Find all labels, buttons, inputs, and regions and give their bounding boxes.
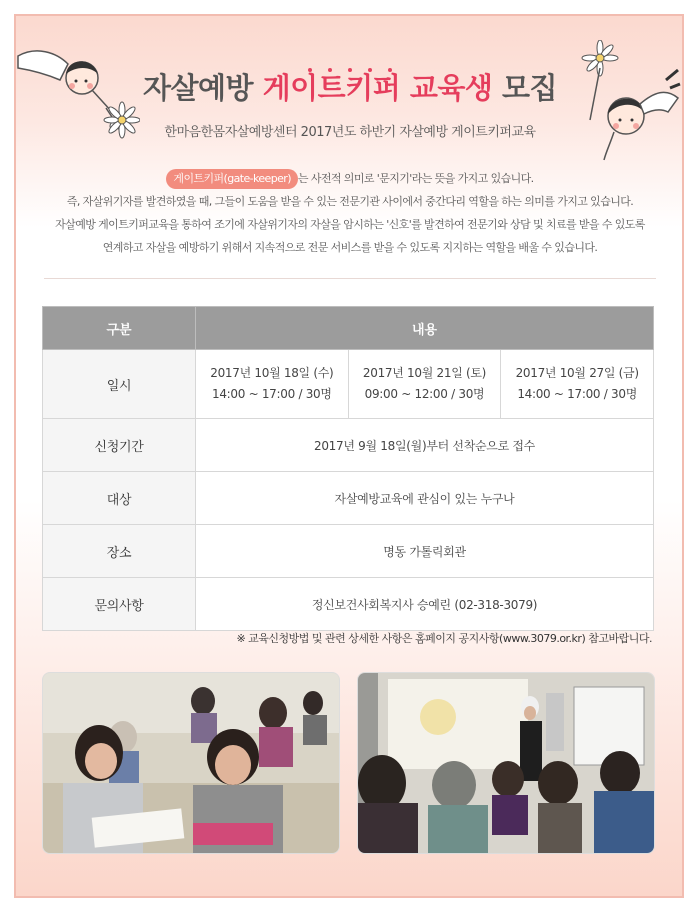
- divider: [44, 278, 656, 279]
- intro-line-3: 자살예방 게이트키퍼교육을 통하여 조기에 자살위기자의 자살을 암시하는 '신호'를 발견하여 전문기와 상담 및 치료를 받을 수 있도록: [55, 218, 645, 231]
- homepage-note: ※ 교육신청방법 및 관련 상세한 사항은 홈페이지 공지사항(www.3079.or.kr) 참고바랍니다.: [236, 632, 652, 645]
- workshop-photo: [42, 672, 340, 854]
- table-row-period: [43, 419, 654, 472]
- table-row-place: [43, 525, 654, 578]
- place-label: 장소: [43, 525, 196, 578]
- table-row-target: [43, 472, 654, 525]
- schedule-slot: 2017년 10월 21일 (토) 09:00 ~ 12:00 / 30명: [348, 350, 501, 419]
- gatekeeper-pill: 게이트키퍼(gate-keeper): [166, 169, 297, 189]
- target-value: 자살예방교육에 관심이 있는 누구나: [196, 472, 654, 525]
- contact-value: 정신보건사회복지사 승예린 (02-318-3079): [196, 578, 654, 631]
- intro-line-2: 즉, 자살위기자를 발견하였을 때, 그들이 도움을 받을 수 있는 전문기관 사이에서 중간다리 역할을 하는 의미를 가지고 있습니다.: [66, 195, 634, 208]
- table-row-contact: [43, 578, 654, 631]
- target-label: 대상: [43, 472, 196, 525]
- intro-line-4: 연계하고 자살을 예방하기 위해서 지속적으로 전문 서비스를 받을 수 있도록 지지하는 역할을 배울 수 있습니다.: [102, 241, 598, 254]
- table-row-schedule: [43, 350, 654, 419]
- contact-label: 문의사항: [43, 578, 196, 631]
- schedule-slot: 2017년 10월 18일 (수) 14:00 ~ 17:00 / 30명: [196, 350, 349, 419]
- info-table: [42, 306, 654, 631]
- table-header-row: [43, 307, 654, 350]
- schedule-slot: 2017년 10월 27일 (금) 14:00 ~ 17:00 / 30명: [501, 350, 654, 419]
- page-title: [0, 66, 700, 107]
- lecture-photo: [357, 672, 655, 854]
- place-value: 명동 가톨릭회관: [196, 525, 654, 578]
- title-accent: 게이트키퍼 교육생: [262, 71, 493, 105]
- intro-text: [30, 167, 670, 259]
- period-value: 2017년 9월 18일(월)부터 선착순으로 접수: [196, 419, 654, 472]
- header-content: 내용: [196, 307, 654, 350]
- period-label: 신청기간: [43, 419, 196, 472]
- page-subtitle: 한마음한몸자살예방센터 2017년도 하반기 자살예방 게이트키퍼교육: [164, 125, 536, 140]
- title-end: 모집: [501, 71, 558, 105]
- title-plain: 자살예방: [142, 71, 254, 105]
- schedule-label: 일시: [43, 350, 196, 419]
- header-category: 구분: [43, 307, 196, 350]
- intro-line-1: 는 사전적 의미로 '문지기'라는 뜻을 가지고 있습니다.: [297, 172, 534, 185]
